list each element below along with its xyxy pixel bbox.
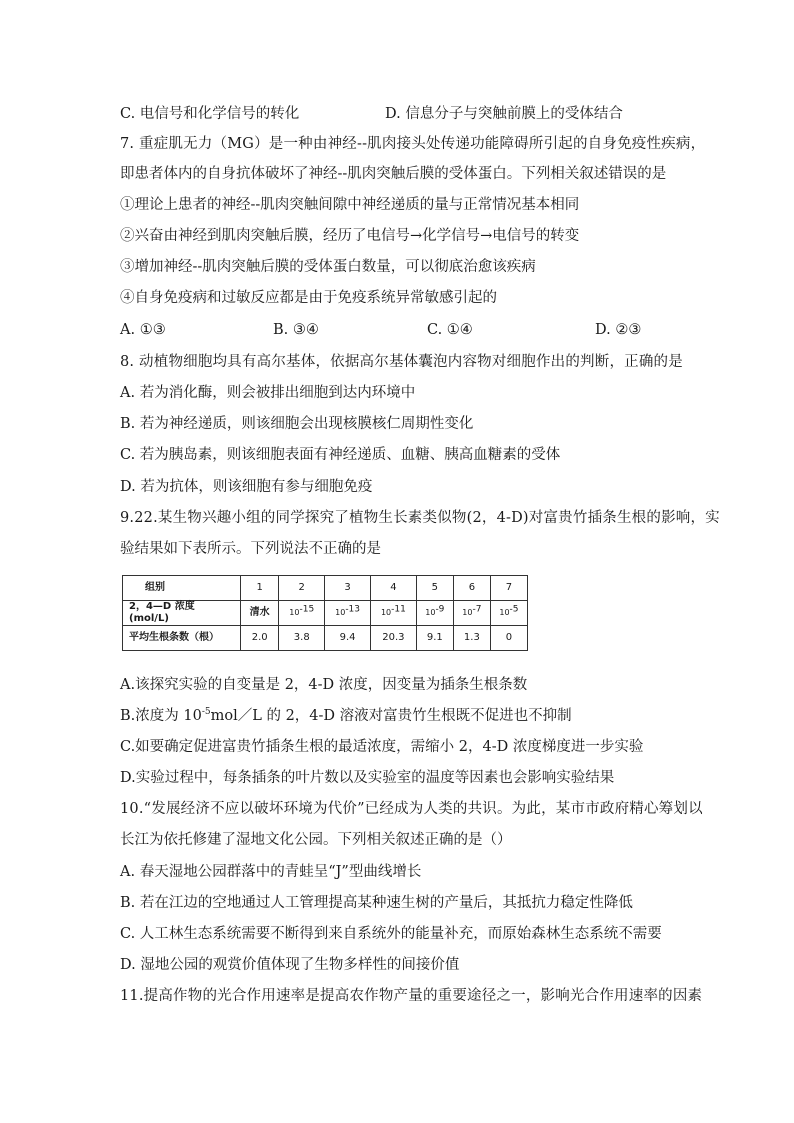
- q7-option-row: [120, 320, 680, 340]
- q9-option-a: A.该探究实验的自变量是 2，4-D 浓度，因变量为插条生根条数: [120, 677, 528, 693]
- q8-option-c: C. 若为胰岛素，则该细胞表面有神经递质、血糖、胰高血糖素的受体: [120, 447, 561, 463]
- table-cell: [370, 601, 416, 626]
- table-row: [123, 576, 528, 601]
- table-cell: [453, 601, 490, 626]
- table-cell: 3.8: [279, 626, 325, 651]
- table-cell: 9.1: [416, 626, 453, 651]
- q10-option-d: D. 湿地公园的观赏价值体现了生物多样性的间接价值: [120, 957, 460, 973]
- q7-option-c: C. ①④: [427, 322, 473, 338]
- concentration-base: 10: [289, 608, 300, 617]
- q8-option-b: B. 若为神经递质，则该细胞会出现核膜核仁周期性变化: [120, 416, 474, 432]
- table-cell: 7: [490, 576, 527, 601]
- table-cell: 5: [416, 576, 453, 601]
- table-cell: 6: [453, 576, 490, 601]
- concentration-base: 10: [462, 608, 473, 617]
- q8-stem: 8. 动植物细胞均具有高尔基体，依据高尔基体囊泡内容物对细胞作出的判断，正确的是: [120, 354, 683, 370]
- table-cell: 2: [279, 576, 325, 601]
- table-row-label: 2，4—D 浓度 (mol/L): [123, 601, 241, 626]
- q7-statement-1: ①理论上患者的神经--肌肉突触间隙中神经递质的量与正常情况基本相同: [120, 197, 580, 213]
- q7-option-a: A. ①③: [120, 322, 166, 338]
- concentration-exponent: -7: [472, 604, 482, 615]
- q7-stem-line1: 7. 重症肌无力（MG）是一种由神经--肌肉接头处传递功能障碍所引起的自身免疫性疾病，: [120, 136, 706, 152]
- concentration-exponent: -5: [509, 604, 519, 615]
- q10-stem-line2: 长江为依托修建了湿地文化公园。下列相关叙述正确的是（）: [120, 832, 512, 848]
- q9-option-b-pre: B.浓度为 10: [120, 708, 202, 724]
- q9-option-d: D.实验过程中，每条插条的叶片数以及实验室的温度等因素也会影响实验结果: [120, 770, 615, 786]
- table-cell: 清水: [241, 601, 279, 626]
- q9-stem-line1: 9.22.某生物兴趣小组的同学探究了植物生长素类似物(2，4-D)对富贵竹插条生根的影响，实: [120, 510, 720, 526]
- q8-option-a: A. 若为消化酶，则会被排出细胞到达内环境中: [120, 385, 416, 401]
- q9-option-c: C.如要确定促进富贵竹插条生根的最适浓度，需缩小 2，4-D 浓度梯度进一步实验: [120, 739, 644, 755]
- table-row: [123, 626, 528, 651]
- table-cell: 4: [370, 576, 416, 601]
- q10-option-a: A. 春天湿地公园群落中的青蛙呈“J”型曲线增长: [120, 864, 422, 880]
- table-cell: [416, 601, 453, 626]
- table-cell: [490, 601, 527, 626]
- table-cell: 1.3: [453, 626, 490, 651]
- concentration-exponent: -11: [391, 604, 406, 615]
- q6-option-c: C. 电信号和化学信号的转化: [120, 106, 300, 122]
- table-cell: [325, 601, 371, 626]
- q9-option-b-post: mol／L 的 2，4-D 溶液对富贵竹生根既不促进也不抑制: [210, 708, 572, 724]
- concentration-exponent: -15: [299, 604, 315, 615]
- q7-option-b: B. ③④: [273, 322, 319, 338]
- table-cell: 20.3: [370, 626, 416, 651]
- q7-option-d: D. ②③: [595, 322, 642, 338]
- q10-stem-line1: 10.“发展经济不应以破坏环境为代价”已经成为人类的共识。为此，某市市政府精心筹划以: [120, 801, 703, 817]
- q7-stem-line2: 即患者体内的自身抗体破坏了神经--肌肉突触后膜的受体蛋白。下列相关叙述错误的是: [120, 166, 667, 182]
- concentration-exponent: -13: [345, 604, 361, 615]
- table-cell: 1: [241, 576, 279, 601]
- q10-option-b: B. 若在江边的空地通过人工管理提高某种速生树的产量后，其抵抗力稳定性降低: [120, 895, 633, 911]
- table-cell: 0: [490, 626, 527, 651]
- concentration-exponent: -9: [435, 604, 445, 615]
- table-cell: 3: [325, 576, 371, 601]
- table-cell: [279, 601, 325, 626]
- q9-stem-line2: 验结果如下表所示。下列说法不正确的是: [120, 541, 381, 557]
- q6-option-row: [120, 104, 680, 124]
- q7-statement-4: ④自身免疫病和过敏反应都是由于免疫系统异常敏感引起的: [120, 290, 497, 306]
- table-cell: 9.4: [325, 626, 371, 651]
- concentration-base: 10: [425, 608, 436, 617]
- q11-stem-line1: 11.提高作物的光合作用速率是提高农作物产量的重要途径之一，影响光合作用速率的因素: [120, 988, 703, 1004]
- q10-option-c: C. 人工林生态系统需要不断得到来自系统外的能量补充，而原始森林生态系统不需要: [120, 926, 662, 942]
- concentration-base: 10: [335, 608, 346, 617]
- q6-option-d: D. 信息分子与突触前膜上的受体结合: [385, 106, 623, 122]
- table-cell: 2.0: [241, 626, 279, 651]
- table-row: [123, 601, 528, 626]
- q9-results-table: [122, 575, 528, 651]
- q9-option-b: [120, 706, 680, 726]
- q7-statement-3: ③增加神经--肌肉突触后膜的受体蛋白数量，可以彻底治愈该疾病: [120, 259, 536, 275]
- q8-option-d: D. 若为抗体，则该细胞有参与细胞免疫: [120, 479, 373, 495]
- concentration-base: 10: [380, 608, 392, 617]
- q9-option-b-exponent: -5: [201, 707, 211, 718]
- q7-statement-2: ②兴奋由神经到肌肉突触后膜，经历了电信号→化学信号→电信号的转变: [120, 228, 580, 244]
- table-row-label: 组别: [123, 576, 241, 601]
- concentration-base: 10: [499, 608, 510, 617]
- table-row-label: 平均生根条数（根）: [123, 626, 241, 651]
